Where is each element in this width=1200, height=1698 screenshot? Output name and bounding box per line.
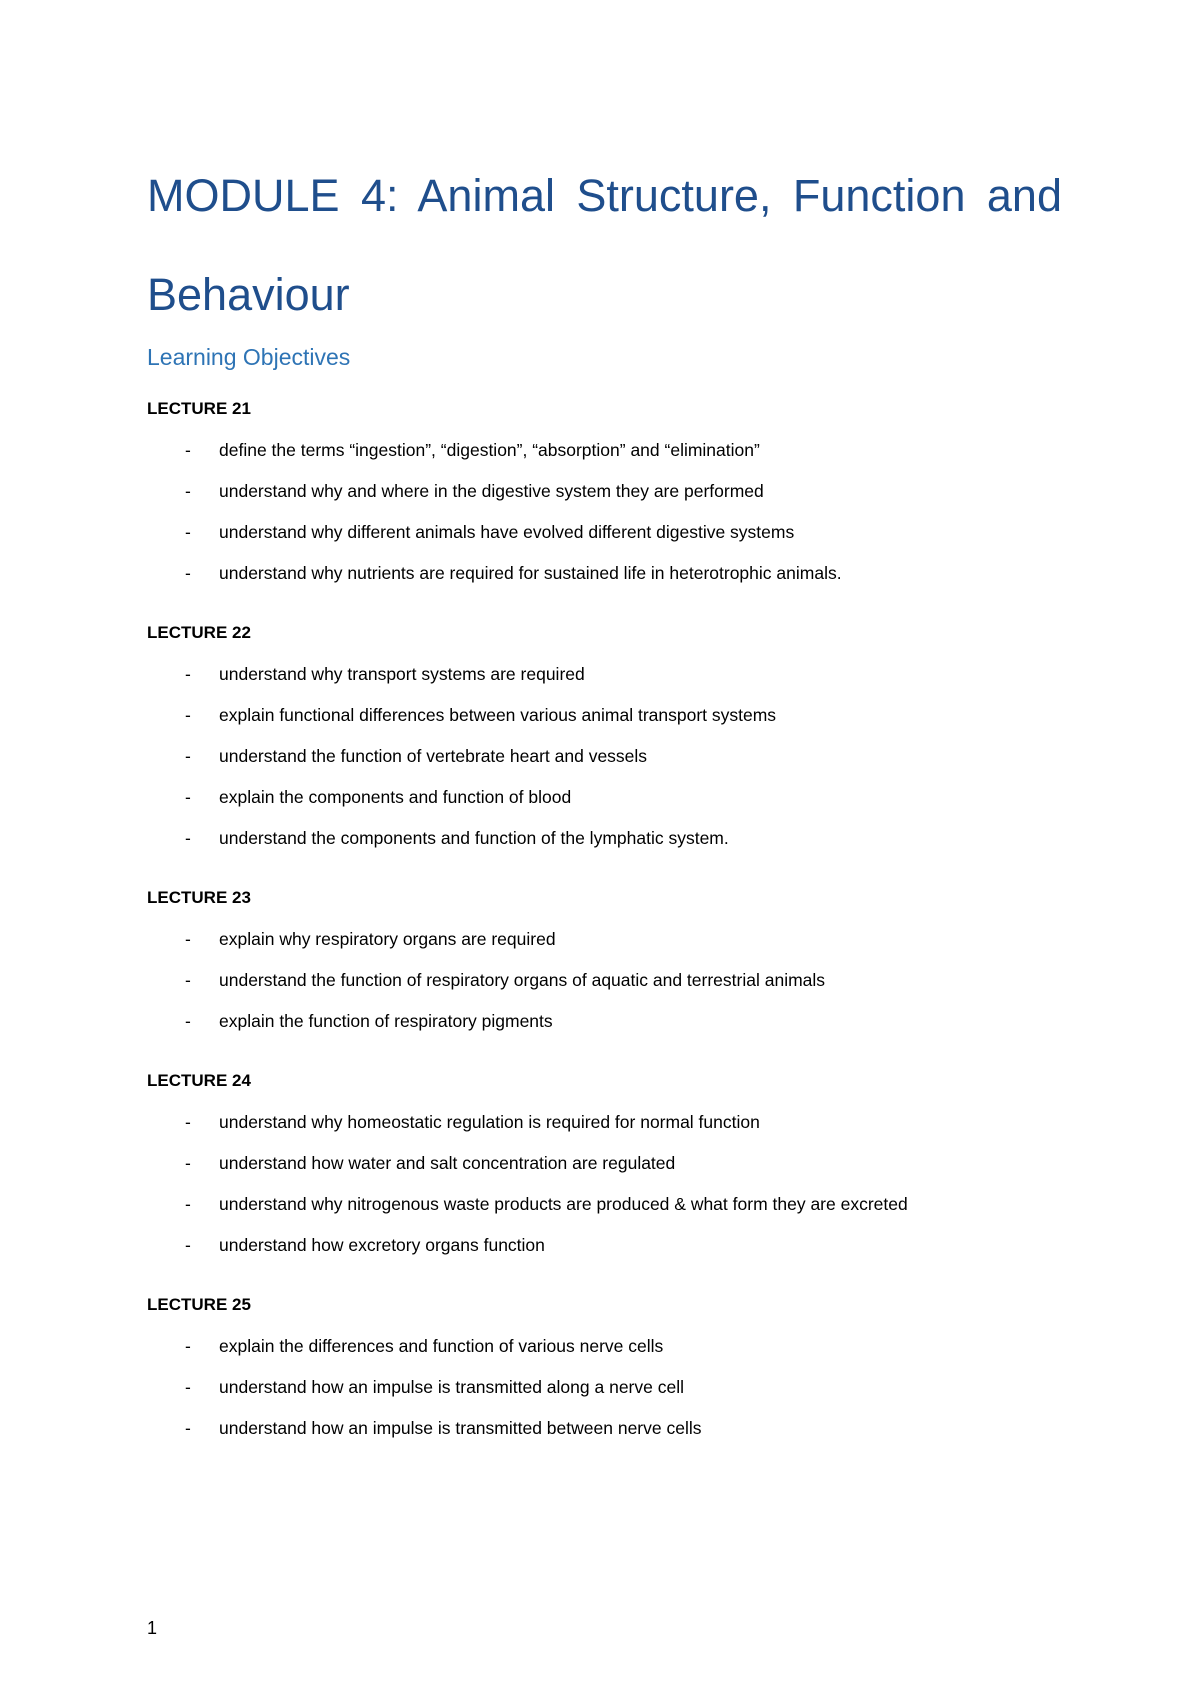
objective-list [147,1332,1062,1442]
list-dash-marker: - [185,664,191,684]
list-dash-marker: - [185,1235,191,1255]
list-dash-marker: - [185,1418,191,1438]
lecture-heading: LECTURE 24 [147,1071,251,1090]
objective-item [147,1007,1062,1035]
objective-text: understand why nitrogenous waste products are produced & what form they are excreted [219,1194,908,1214]
objective-text: understand why transport systems are required [219,664,585,684]
objective-item [147,1332,1062,1373]
objective-item [147,1108,1062,1149]
objective-list [147,925,1062,1035]
objective-text: understand the function of vertebrate heart and vessels [219,746,648,766]
list-dash-marker: - [185,787,191,807]
list-dash-marker: - [185,1153,191,1173]
lecture-heading: LECTURE 25 [147,1295,251,1314]
objective-text: explain the components and function of blood [219,787,572,807]
objective-list [147,436,1062,587]
objective-text: define the terms “ingestion”, “digestion”, “absorption” and “elimination” [219,440,760,460]
objective-text: understand why nutrients are required for sustained life in heterotrophic animals. [219,563,842,583]
objective-item [147,966,1062,1007]
objective-text: understand how an impulse is transmitted along a nerve cell [219,1377,684,1397]
lecture-section [147,619,1062,852]
objective-text: explain functional differences between various animal transport systems [219,705,777,725]
list-dash-marker: - [185,1112,191,1132]
objective-item [147,436,1062,477]
list-dash-marker: - [185,522,191,542]
list-dash-marker: - [185,746,191,766]
objective-item [147,1414,1062,1442]
objective-list [147,660,1062,852]
objective-text: understand why and where in the digestive system they are performed [219,481,764,501]
lecture-heading: LECTURE 23 [147,888,251,907]
objective-item [147,701,1062,742]
objective-text: explain the function of respiratory pigments [219,1011,553,1031]
objective-item [147,559,1062,587]
objective-item [147,1190,1062,1231]
objective-text: understand how an impulse is transmitted between nerve cells [219,1418,702,1438]
objective-item [147,1149,1062,1190]
objective-item [147,742,1062,783]
objective-text: understand why different animals have evolved different digestive systems [219,522,795,542]
lecture-section [147,884,1062,1035]
list-dash-marker: - [185,1011,191,1031]
objective-item [147,925,1062,966]
list-dash-marker: - [185,563,191,583]
list-dash-marker: - [185,1194,191,1214]
lecture-heading: LECTURE 22 [147,623,251,642]
objective-text: explain the differences and function of various nerve cells [219,1336,664,1356]
objective-item [147,477,1062,518]
page-title: MODULE 4: Animal Structure, Function and Behaviour [147,170,1062,320]
lecture-list [147,395,1062,1474]
list-dash-marker: - [185,440,191,460]
objective-item [147,1373,1062,1414]
list-dash-marker: - [185,705,191,725]
list-dash-marker: - [185,1377,191,1397]
objective-text: explain why respiratory organs are required [219,929,556,949]
page-number: 1 [147,1618,158,1638]
objective-item [147,660,1062,701]
list-dash-marker: - [185,970,191,990]
lecture-heading: LECTURE 21 [147,399,251,418]
objective-item [147,824,1062,852]
objective-text: understand why homeostatic regulation is required for normal function [219,1112,760,1132]
objective-text: understand how water and salt concentration are regulated [219,1153,676,1173]
lecture-section [147,395,1062,587]
objective-text: understand the components and function of the lymphatic system. [219,828,729,848]
section-subtitle: Learning Objectives [147,344,351,370]
lecture-section [147,1067,1062,1259]
objective-item [147,783,1062,824]
objective-item [147,1231,1062,1259]
objective-text: understand the function of respiratory organs of aquatic and terrestrial animals [219,970,826,990]
list-dash-marker: - [185,929,191,949]
lecture-section [147,1291,1062,1442]
objective-text: understand how excretory organs function [219,1235,545,1255]
objective-list [147,1108,1062,1259]
objective-item [147,518,1062,559]
list-dash-marker: - [185,1336,191,1356]
list-dash-marker: - [185,828,191,848]
list-dash-marker: - [185,481,191,501]
